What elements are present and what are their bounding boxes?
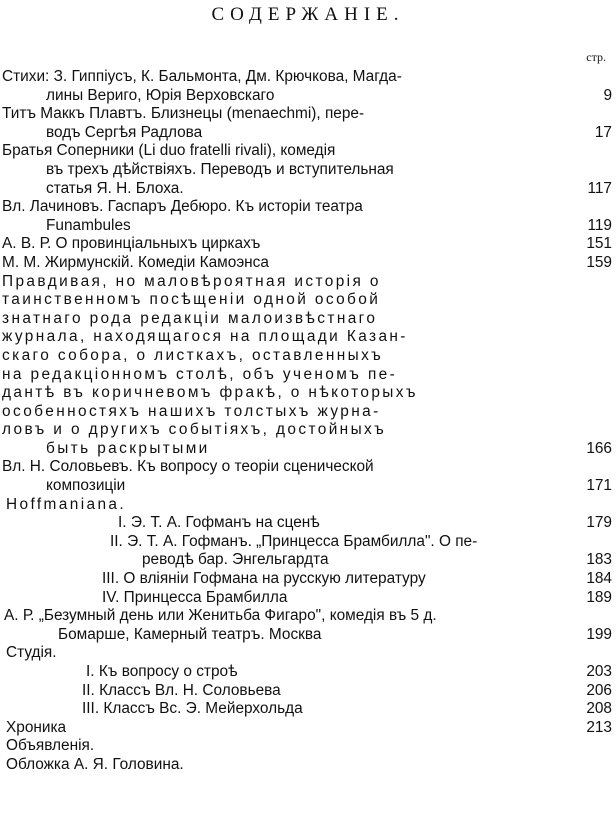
- toc-text: II. Классъ Вл. Н. Соловьева: [82, 681, 281, 699]
- toc-text: водъ Сергѣя Радлова: [46, 123, 203, 141]
- toc-text: ловъ и о другихъ событіяхъ, достойныхъ: [2, 421, 387, 439]
- toc-line: [0, 682, 616, 701]
- toc-text: М. М. Жирмунскій. Комедіи Камоэнса: [2, 253, 269, 271]
- toc-line: [0, 198, 616, 217]
- toc-page: 179: [586, 514, 612, 532]
- toc-line: [0, 403, 616, 422]
- toc-page: 171: [586, 477, 612, 495]
- toc-text: Студія.: [6, 644, 57, 662]
- toc-line: [0, 737, 616, 756]
- toc-text: Funambules: [46, 216, 131, 234]
- toc-line: [0, 87, 616, 106]
- toc-text: Вл. Н. Соловьевъ. Къ вопросу о теоріи сценической: [2, 458, 374, 476]
- toc-line: [0, 440, 616, 459]
- toc-page: 199: [586, 625, 612, 643]
- toc-line: [0, 700, 616, 719]
- toc-text: журнала, находящагося на площади Казан-: [2, 328, 408, 346]
- toc-line: [0, 514, 616, 533]
- toc-text: Объявленія.: [6, 737, 95, 755]
- toc-line: [0, 719, 616, 738]
- page-title: СОДЕРЖАНІЕ.: [211, 4, 405, 25]
- toc-line: [0, 347, 616, 366]
- toc-line: [0, 124, 616, 143]
- toc-text: Бомарше, Камерный театръ. Москва: [58, 625, 322, 643]
- toc-text: знатнаго рода редакціи малоизвѣстнаго: [2, 309, 378, 327]
- toc-page: 117: [587, 179, 612, 197]
- toc-text: въ трехъ дѣйствіяхъ. Переводъ и вступительная: [46, 160, 394, 178]
- toc-line: [0, 366, 616, 385]
- toc-page: 119: [587, 216, 612, 234]
- toc-line: [0, 663, 616, 682]
- toc-line: [0, 291, 616, 310]
- page-column-label: стр.: [586, 50, 606, 64]
- table-of-contents: [0, 68, 616, 775]
- toc-text: II. Э. Т. А. Гофманъ. „Принцесса Брамбилла". О пе-: [110, 532, 478, 550]
- toc-page: 208: [586, 700, 612, 718]
- toc-text: скаго собора, о листкахъ, оставленныхъ: [2, 346, 384, 364]
- toc-text: лины Вериго, Юрія Верховскаго: [46, 86, 275, 104]
- toc-text: Hoffmaniana.: [6, 495, 127, 513]
- toc-text: особенностяхъ нашихъ толстыхъ журна-: [2, 402, 381, 420]
- toc-line: [0, 607, 616, 626]
- toc-text: Титъ Маккъ Плавтъ. Близнецы (menaechmi), пере-: [2, 105, 365, 123]
- toc-text: А. Р. „Безумный день или Женитьба Фигаро", комедія въ 5 д.: [4, 607, 437, 625]
- toc-line: [0, 589, 616, 608]
- toc-page: 213: [586, 718, 612, 736]
- toc-text: Стихи: З. Гиппіусъ, К. Бальмонта, Дм. Крючкова, Магда-: [2, 68, 402, 85]
- toc-line: [0, 180, 616, 199]
- toc-text: Братья Соперники (Li duo fratelli rivali), комедія: [2, 142, 336, 160]
- toc-line: [0, 756, 616, 775]
- toc-line: [0, 570, 616, 589]
- toc-line: [0, 310, 616, 329]
- toc-text: статья Я. Н. Блоха.: [46, 179, 184, 197]
- toc-text: IV. Принцесса Брамбилла: [102, 588, 288, 606]
- toc-line: [0, 254, 616, 273]
- toc-line: [0, 217, 616, 236]
- toc-text: дантѣ въ коричневомъ фракѣ, о нѣкоторыхъ: [2, 384, 418, 402]
- toc-line: [0, 105, 616, 124]
- toc-text: III. О вліяніи Гофмана на русскую литературу: [102, 570, 426, 588]
- toc-line: [0, 644, 616, 663]
- toc-page: 159: [586, 253, 612, 271]
- toc-line: [0, 496, 616, 515]
- toc-line: [0, 384, 616, 403]
- toc-text: на редакціонномъ столѣ, объ ученомъ пе-: [2, 365, 398, 383]
- toc-text: Вл. Лачиновъ. Гаспаръ Дебюро. Къ исторіи театра: [2, 198, 363, 216]
- toc-line: [0, 328, 616, 347]
- toc-text: реводѣ бар. Энгельгардта: [142, 551, 329, 569]
- toc-text: I. Къ вопросу о строѣ: [86, 663, 238, 680]
- toc-text: I. Э. Т. А. Гофманъ на сценѣ: [118, 514, 320, 532]
- toc-text: А. В. Р. О провинціальныхъ циркахъ: [2, 235, 261, 253]
- toc-page: 166: [586, 439, 612, 457]
- toc-line: [0, 458, 616, 477]
- toc-line: [0, 235, 616, 254]
- toc-line: [0, 161, 616, 180]
- toc-page: 9: [603, 86, 612, 104]
- toc-line: [0, 533, 616, 552]
- toc-text: Хроника: [6, 718, 67, 736]
- toc-line: [0, 551, 616, 570]
- toc-page: 206: [586, 681, 612, 699]
- toc-page: 17: [594, 123, 612, 141]
- toc-page: 203: [586, 663, 612, 680]
- toc-line: [0, 142, 616, 161]
- toc-page: 151: [586, 235, 612, 253]
- toc-text: быть раскрытыми: [46, 439, 210, 457]
- toc-page: 189: [586, 588, 612, 606]
- toc-text: таинственномъ посѣщеніи одной особой: [2, 291, 381, 309]
- toc-line: [0, 68, 616, 87]
- toc-text: композиціи: [46, 477, 126, 495]
- toc-line: [0, 626, 616, 645]
- toc-line: [0, 273, 616, 292]
- toc-text: III. Классъ Вс. Э. Мейерхольда: [82, 700, 303, 718]
- toc-text: Обложка А. Я. Головина.: [6, 755, 184, 773]
- toc-text: Правдивая, но маловѣроятная исторія о: [2, 272, 381, 290]
- toc-line: [0, 421, 616, 440]
- toc-page: 183: [586, 551, 612, 569]
- toc-line: [0, 477, 616, 496]
- toc-page: 184: [586, 570, 612, 588]
